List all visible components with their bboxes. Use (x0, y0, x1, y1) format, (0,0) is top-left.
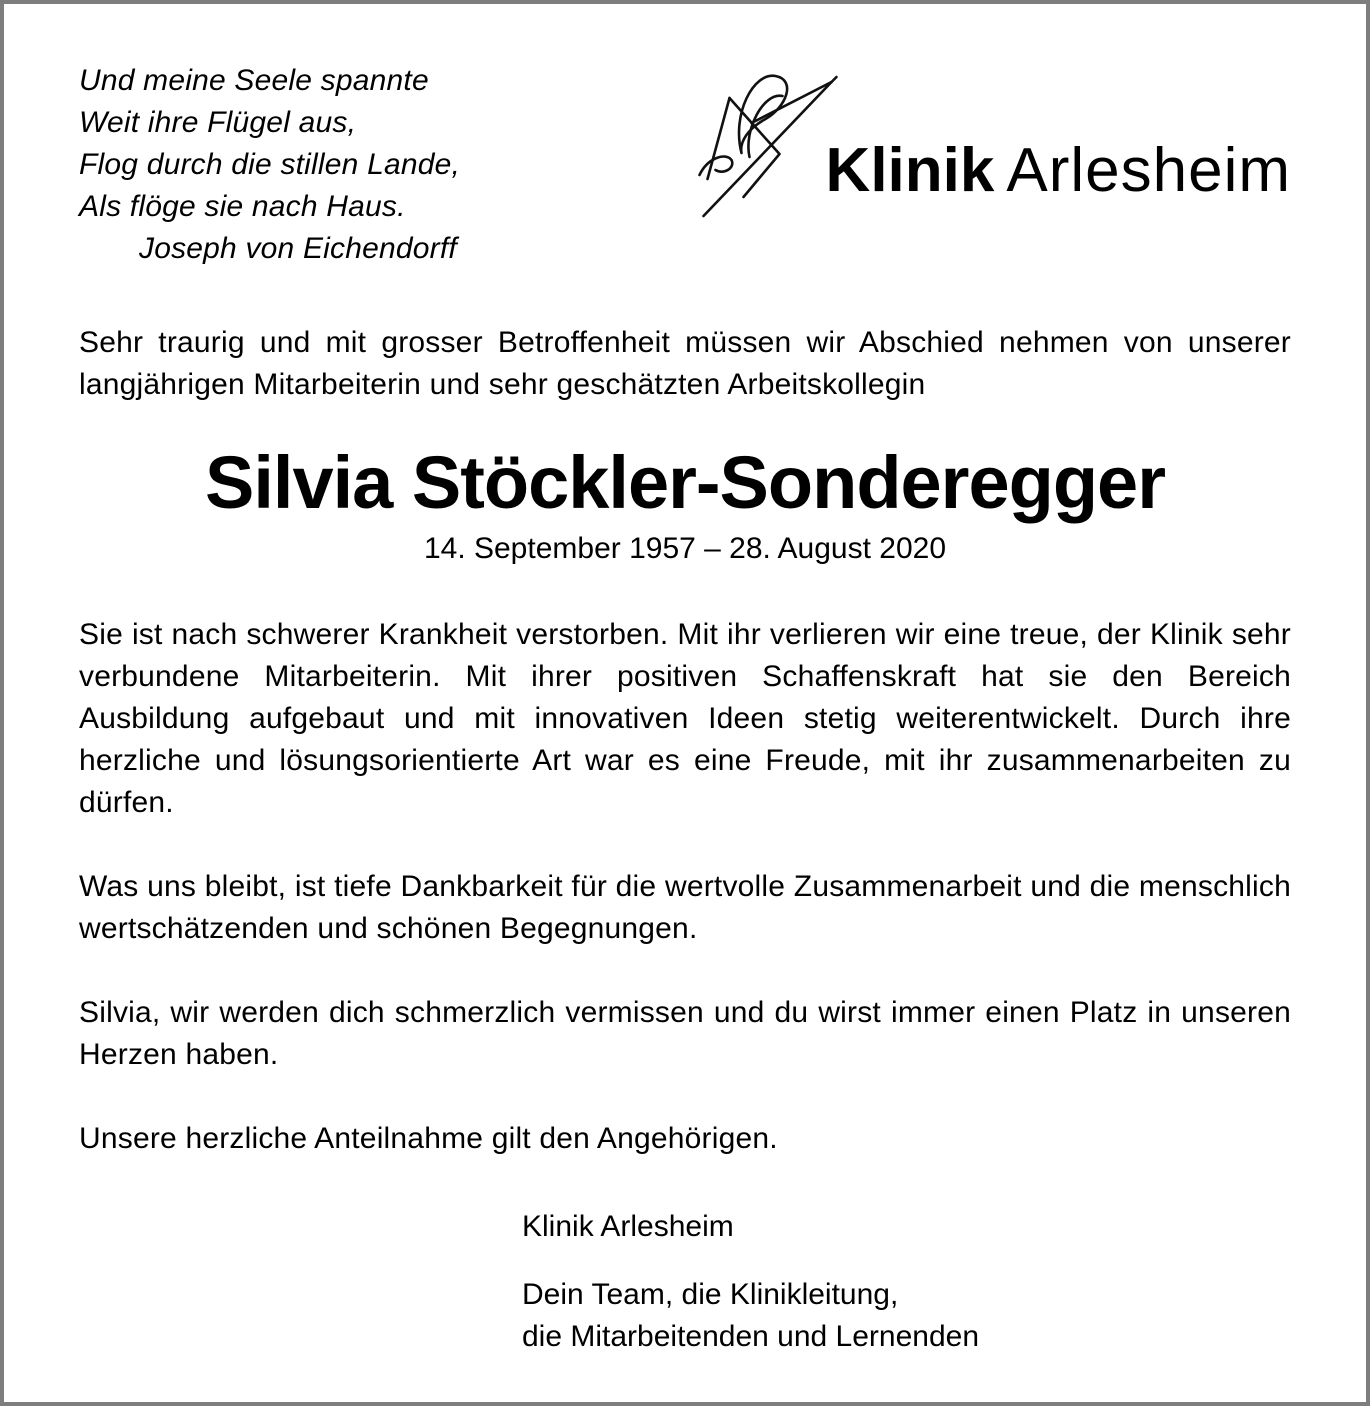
logo-wordmark (825, 136, 1291, 220)
klinik-arlesheim-logo (682, 56, 1291, 220)
signature-team-line: die Mitarbeitenden und Lernenden (522, 1320, 980, 1353)
logo-wordmark-klinik: Klinik (825, 136, 995, 205)
poem-line: Flog durch die stillen Lande, (79, 148, 461, 181)
header (79, 60, 1291, 276)
deceased-dates: 14. September 1957 – 28. August 2020 (423, 532, 947, 565)
poem-line: Als flöge sie nach Haus. (79, 190, 406, 223)
intro-paragraph: Sehr traurig und mit grosser Betroffenheit müssen wir Abschied nehmen von unserer langjährigen Mitarbeiterin und sehr geschätzten Arbeitskollegin (79, 326, 1291, 401)
quill-bird-logo-icon (682, 56, 840, 220)
farewell-paragraph: Silvia, wir werden dich schmerzlich vermissen und du wirst immer einen Platz in unseren Herzen haben. (79, 996, 1291, 1071)
obituary-body (79, 322, 1291, 1358)
gratitude-paragraph: Was uns bleibt, ist tiefe Dankbarkeit für die wertvolle Zusammenarbeit und die menschlich wertschätzenden und schönen Begegnungen. (79, 870, 1291, 945)
deceased-name: Silvia Stöckler-Sonderegger (204, 441, 1165, 524)
condolence-paragraph: Unsere herzliche Anteilnahme gilt den Angehörigen. (79, 1122, 778, 1155)
logo-wordmark-arlesheim: Arlesheim (1006, 136, 1291, 205)
signature-block (79, 1206, 1291, 1358)
poem-attribution: Joseph von Eichendorff (139, 232, 457, 265)
signature-team (522, 1274, 1291, 1358)
poem-line: Weit ihre Flügel aus, (79, 106, 357, 139)
tribute-paragraph: Sie ist nach schwerer Krankheit verstorben. Mit ihr verlieren wir eine treue, der Klinik sehr verbundene Mitarbeiterin. Mit ihrer positiven Schaffenskraft hat sie den Bereich Ausbildung aufgebaut und mit innovativen Ideen stetig weiterentwickelt. Durch ihre herzliche und lösungsorientierte Art war es eine Freude, mit ihr zusammenarbeiten zu dürfen. (79, 618, 1291, 819)
poem-line: Und meine Seele spannte (79, 64, 429, 97)
signature-organization: Klinik Arlesheim (522, 1210, 734, 1243)
signature-team-line: Dein Team, die Klinikleitung, (522, 1278, 899, 1311)
